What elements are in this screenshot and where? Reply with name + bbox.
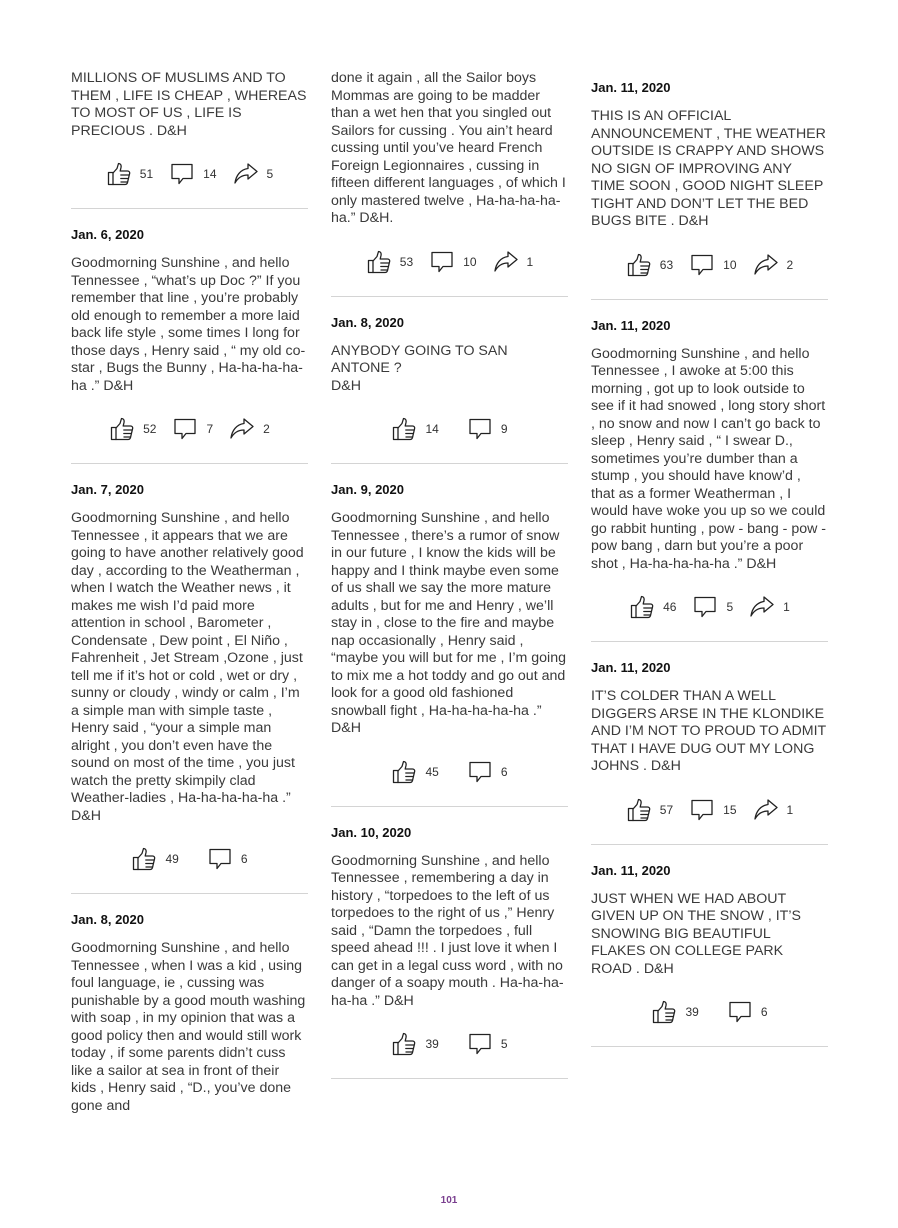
like-button[interactable] bbox=[391, 1031, 438, 1057]
comment-count: 14 bbox=[203, 167, 217, 181]
page-number: 101 bbox=[440, 1195, 458, 1206]
like-button[interactable] bbox=[626, 797, 673, 823]
like-count: 51 bbox=[139, 167, 154, 181]
thumbs-up-icon bbox=[106, 161, 132, 187]
comment-button[interactable] bbox=[169, 161, 216, 187]
like-count: 63 bbox=[659, 257, 674, 272]
speech-bubble-icon bbox=[169, 161, 195, 187]
like-button[interactable] bbox=[366, 249, 413, 275]
speech-bubble-icon bbox=[172, 416, 198, 442]
like-button[interactable] bbox=[391, 759, 438, 785]
post-text: IT’S COLDER THAN A WELL DIGGERS ARSE IN THE KLONDIKE AND I’M NOT TO PROUD TO ADMIT THAT I HAVE DUG OUT MY LONG JOHNS . D&H bbox=[591, 688, 826, 774]
column-1 bbox=[71, 62, 308, 1115]
like-count: 46 bbox=[663, 600, 677, 614]
comment-count: 9 bbox=[500, 422, 508, 436]
post-text: Goodmorning Sunshine , and hello Tennessee , I awoke at 5:00 this morning , got up to look outside to see if it had snowed , long story short , no snow and now I can’t go back to sleep , Henry said , “ I swear D., sometimes you’re dumber than a stump , you should have know’d , that as a former Weatherman , I would have woke you up so we could go rabbit hunting , pow - bang - pow - pow bang , darn but you’re a poor shot , Ha-ha-ha-ha-ha .” D&H bbox=[591, 345, 827, 572]
speech-bubble-icon bbox=[689, 797, 715, 823]
post-text: THIS IS AN OFFICIAL ANNOUNCEMENT , THE WEATHER OUTSIDE IS CRAPPY AND SHOWS NO SIGN OF IMPROVING ANY TIME SOON , GOOD NIGHT SLEEP TIGHT AND DON’T LET THE BED BUGS BITE . D&H bbox=[591, 108, 826, 229]
post bbox=[71, 70, 308, 209]
like-button[interactable] bbox=[391, 416, 438, 442]
post-date: Jan. 11, 2020 bbox=[591, 80, 671, 95]
like-count: 49 bbox=[165, 852, 179, 866]
comment-button[interactable] bbox=[429, 249, 476, 275]
post-reactions bbox=[591, 593, 828, 621]
post-reactions bbox=[591, 998, 828, 1026]
post bbox=[71, 482, 308, 894]
comment-count: 15 bbox=[723, 802, 737, 817]
post-text: JUST WHEN WE HAD ABOUT GIVEN UP ON THE SNOW , IT’S SNOWING BIG BEAUTIFUL FLAKES ON COLLEGE PARK ROAD . D&H bbox=[591, 890, 801, 977]
share-arrow-icon bbox=[753, 252, 779, 278]
like-count: 57 bbox=[659, 802, 674, 817]
post-text: Goodmorning Sunshine , and hello Tennessee , it appears that we are going to have another relatively good day , according to the Weatherman , when I watch the Weather news , it makes me wish I’d paid more attention in school , Barometer , Condensate , Dew point , El Niño , Fahrenheit , Jet Stream ,Ozone , just tell me if it’s hot or cold , wet or dry , sunny or cloudy , windy or calm , I’m a simple man with simple taste , Henry said , “your a simple man alright , you don’t even have the sound on most of the time , you just watch the pretty skimpily clad Weather-ladies , Ha-ha-ha-ha-ha .” D&H bbox=[71, 510, 304, 824]
post bbox=[331, 482, 568, 807]
post bbox=[591, 863, 828, 1048]
post-reactions bbox=[331, 1030, 568, 1058]
like-button[interactable] bbox=[131, 846, 178, 872]
post-date: Jan. 11, 2020 bbox=[591, 660, 671, 675]
post-reactions bbox=[331, 415, 568, 443]
like-button[interactable] bbox=[651, 999, 698, 1025]
speech-bubble-icon bbox=[689, 252, 715, 278]
like-count: 45 bbox=[425, 764, 439, 779]
post-reactions bbox=[331, 248, 568, 276]
share-button[interactable] bbox=[753, 252, 794, 278]
share-arrow-icon bbox=[493, 249, 519, 275]
post-date: Jan. 9, 2020 bbox=[331, 482, 404, 497]
comment-count: 6 bbox=[500, 764, 508, 779]
comment-count: 6 bbox=[760, 1005, 768, 1019]
like-count: 39 bbox=[685, 1005, 699, 1019]
post-reactions bbox=[71, 160, 308, 188]
speech-bubble-icon bbox=[467, 1031, 493, 1057]
share-count: 2 bbox=[263, 422, 270, 436]
thumbs-up-icon bbox=[109, 416, 135, 442]
speech-bubble-icon bbox=[467, 416, 493, 442]
like-count: 14 bbox=[425, 422, 439, 436]
share-arrow-icon bbox=[749, 594, 775, 620]
share-arrow-icon bbox=[229, 416, 255, 442]
thumbs-up-icon bbox=[626, 797, 652, 823]
share-button[interactable] bbox=[229, 416, 270, 442]
thumbs-up-icon bbox=[626, 252, 652, 278]
comment-button[interactable] bbox=[467, 1031, 508, 1057]
column-3 bbox=[591, 62, 828, 1047]
post bbox=[331, 825, 568, 1080]
post-date: Jan. 6, 2020 bbox=[71, 227, 144, 242]
speech-bubble-icon bbox=[727, 999, 753, 1025]
share-button[interactable] bbox=[233, 161, 274, 187]
comment-count: 10 bbox=[723, 257, 737, 272]
thumbs-up-icon bbox=[651, 999, 677, 1025]
share-count: 5 bbox=[266, 167, 274, 181]
post-date: Jan. 11, 2020 bbox=[591, 317, 671, 333]
like-count: 39 bbox=[425, 1037, 439, 1051]
post bbox=[331, 70, 568, 297]
share-arrow-icon bbox=[233, 161, 259, 187]
share-button[interactable] bbox=[749, 594, 790, 620]
post-reactions bbox=[71, 415, 308, 443]
post-text: MILLIONS OF MUSLIMS AND TO THEM , LIFE IS CHEAP , WHEREAS TO MOST OF US , LIFE IS PRECIOUS . D&H bbox=[71, 70, 307, 139]
post-reactions bbox=[591, 796, 828, 824]
share-button[interactable] bbox=[493, 249, 534, 275]
post-text: Goodmorning Sunshine , and hello Tennessee , there’s a rumor of snow in our future , I know the kids will be happy and I think maybe even some of us shall we say the more mature adults , but for me and Henry , we’ll stay in , close to the fire and maybe nap occasionally , Henry said , “maybe you will but for me , I’m going to mix me a hot toddy and go out and look for a good old fashioned snowball fight , Ha-ha-ha-ha-ha .” D&H bbox=[331, 510, 566, 736]
post bbox=[591, 80, 828, 300]
speech-bubble-icon bbox=[692, 594, 718, 620]
thumbs-up-icon bbox=[391, 759, 417, 785]
speech-bubble-icon bbox=[467, 759, 493, 785]
post-text: ANYBODY GOING TO SAN ANTONE ? D&H bbox=[331, 342, 508, 394]
post-reactions bbox=[331, 758, 568, 786]
like-button[interactable] bbox=[109, 416, 156, 442]
post-text: done it again , all the Sailor boys Mommas are going to be madder than a wet hen that you singled out Sailors for cussing . You ain’t heard cussing until you’ve heard French Foreign Legionnaires , cussing in fifteen different languages , of which I only mastered twelve , Ha-ha-ha-ha-ha.” D&H. bbox=[331, 70, 566, 226]
like-button[interactable] bbox=[629, 594, 676, 620]
post bbox=[591, 660, 828, 845]
comment-button[interactable] bbox=[689, 252, 736, 278]
speech-bubble-icon bbox=[429, 249, 455, 275]
comment-button[interactable] bbox=[467, 416, 508, 442]
comment-button[interactable] bbox=[727, 999, 768, 1025]
share-arrow-icon bbox=[753, 797, 779, 823]
post-date: Jan. 8, 2020 bbox=[331, 314, 404, 330]
comment-count: 5 bbox=[500, 1037, 508, 1051]
thumbs-up-icon bbox=[629, 594, 655, 620]
comment-button[interactable] bbox=[172, 416, 213, 442]
share-button[interactable] bbox=[753, 797, 794, 823]
like-button[interactable] bbox=[626, 252, 673, 278]
like-count: 52 bbox=[143, 422, 157, 436]
thumbs-up-icon bbox=[366, 249, 392, 275]
like-button[interactable] bbox=[106, 161, 153, 187]
post-text: Goodmorning Sunshine , and hello Tennessee , when I was a kid , using foul language, ie , cussing was punishable by a good mouth washing with soap , in my opinion that was a good policy then and would still work today , if some parents didn’t cuss like a sailor at sea in front of their kids , Henry said , “D., you’ve done gone and bbox=[71, 940, 306, 1114]
post-reactions bbox=[71, 845, 308, 873]
post-reactions bbox=[591, 251, 828, 279]
post bbox=[71, 227, 308, 464]
post-date: Jan. 11, 2020 bbox=[591, 862, 671, 878]
post bbox=[71, 912, 308, 1115]
comment-button[interactable] bbox=[689, 797, 736, 823]
thumbs-up-icon bbox=[391, 1031, 417, 1057]
post-date: Jan. 10, 2020 bbox=[331, 824, 412, 840]
comment-count: 7 bbox=[206, 422, 214, 436]
comment-button[interactable] bbox=[467, 759, 508, 785]
post-text: Goodmorning Sunshine , and hello Tennessee , remembering a day in history , “torpedoes to the left of us torpedoes to the right of us ,” Henry said , “Damn the torpedoes , full speed ahead !!! . I just love it when I can get in a legal cuss word , with no danger of a soapy mouth . Ha-ha-ha-ha-ha .” D&H bbox=[331, 852, 564, 1009]
share-count: 1 bbox=[786, 802, 794, 817]
comment-button[interactable] bbox=[692, 594, 733, 620]
post bbox=[331, 315, 568, 465]
like-count: 53 bbox=[399, 254, 414, 269]
post-date: Jan. 7, 2020 bbox=[71, 482, 144, 497]
comment-button[interactable] bbox=[207, 846, 248, 872]
column-2 bbox=[331, 62, 568, 1079]
share-count: 2 bbox=[786, 257, 794, 272]
comment-count: 5 bbox=[726, 600, 734, 614]
thumbs-up-icon bbox=[131, 846, 157, 872]
share-count: 1 bbox=[526, 254, 534, 269]
share-count: 1 bbox=[783, 600, 790, 614]
post-date: Jan. 8, 2020 bbox=[71, 912, 144, 927]
speech-bubble-icon bbox=[207, 846, 233, 872]
post-text: Goodmorning Sunshine , and hello Tennessee , “what’s up Doc ?” If you remember that line , you’re probably old enough to remember a more laid back life style , some times I long for those days , Henry said , “ my old co-star , Bugs the Bunny , Ha-ha-ha-ha-ha .” D&H bbox=[71, 255, 306, 394]
comment-count: 10 bbox=[463, 254, 477, 269]
comment-count: 6 bbox=[240, 852, 248, 866]
post bbox=[591, 318, 828, 643]
thumbs-up-icon bbox=[391, 416, 417, 442]
